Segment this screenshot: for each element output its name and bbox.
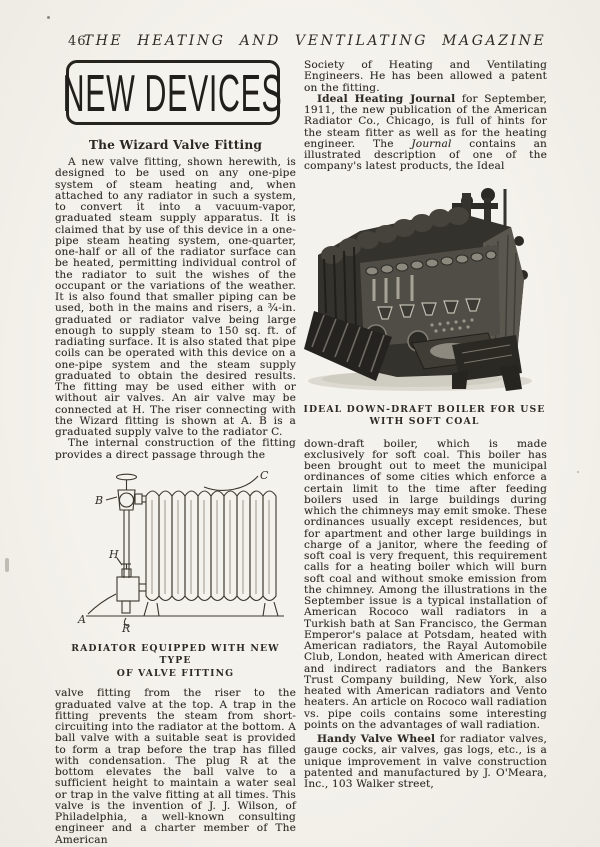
paragraph: down-draft boiler, which is made exclusively for soft coal. This boiler has been brought out to meet the municipal ordinances of some cities which enforce a certain limit to the time after feeding boilers used in large buildings during which the chimneys may emit smoke. These ordinances usually except residences, but for apartment and other large buildings in charge of a janitor, where the feeding of soft coal is very frequent, this requirement calls for a heating boiler which will burn soft coal and without smoke emission from the chimney. Among the illustrations in the September issue is a typical installation of American Rococo wall radiators in a Turkish bath at San Francisco, the German Emperor's palace at Potsdam, heated with American radiators, the Rayal Automobile Club, London, heated with American direct and indirect radiators and the Bankers Trust Company building, New York, also heated with American radiators and Vento heaters. An article on Rococo wall radiation vs. pipe coils contains some interesting points on the advantages of wall radiation.	[304, 437, 547, 731]
paragraph-text: contains an illustrated description of one of the company's latest products, the Ideal	[304, 137, 548, 173]
right-column	[304, 60, 547, 790]
figure-label-r: R	[121, 621, 130, 634]
radiator-figure	[55, 466, 296, 681]
boiler-photo	[302, 183, 547, 429]
paragraph: A new valve fitting, shown herewith, is designed to be used on any one-pipe system of steam heating and, when attached to any radiator in such a system, to convert it into a vacuum-vapor, graduated steam supply apparatus. It is claimed that by use of this device in a one-pipe steam heating system, one-quarter, one-half or all of the radiator surface can be heated, permitting individual control of the radiator to suit the wishes of the occupant or the variations of the weather. It is also found that smaller piping can be used, both in the mains and risers, a ¾-in. graduated or radiator valve being large enough to supply steam to 150 sq. ft. of radiating surface. It is also stated that pipe coils can be operated with this device on a one-pipe system and the steam supply graduated to obtain the desired results. The fitting may be used either with or without air valves. An air valve may be connected at H. The riser connecting with the Wizard fitting is shown at A. B is a graduated supply valve to the radiator C.	[55, 156, 296, 438]
scan-speck	[47, 16, 50, 19]
left-column	[55, 60, 296, 846]
paragraph: Society of Heating and Ventilating Engineers. He has been allowed a patent on the fitting.	[304, 59, 547, 94]
paragraph-text: for September, 1911, the new publication of the American Radiator Co., Chicago, is full of hints for the steam fitter as well as for the heating engineer. The	[304, 92, 547, 150]
paragraph: The internal construction of the fitting provides a direct passage through the	[55, 437, 296, 461]
scan-speck	[5, 558, 9, 572]
section-title-box	[63, 60, 283, 125]
boiler-caption-line2: WITH SOFT COAL	[369, 416, 480, 427]
paragraph	[304, 734, 547, 790]
paragraph-lead: Ideal Heating Journal	[317, 92, 456, 105]
figure-label-a: A	[77, 612, 86, 626]
scan-speck	[577, 471, 579, 473]
boiler-photo-svg	[302, 183, 547, 395]
radiator-drawing-svg	[62, 466, 290, 634]
radiator-caption-line2: OF VALVE FITTING	[116, 667, 235, 679]
radiator-caption	[55, 643, 296, 681]
figure-label-h: H	[108, 547, 119, 561]
paragraph-text: for radiator valves, gauge cocks, air valves, gas logs, etc., is a unique improvement in valve construction patented and manufactured by J. O'Meara, Inc., 103 Walker street,	[304, 733, 547, 790]
boiler-caption	[302, 404, 547, 429]
paragraph: valve fitting from the riser to the graduated valve at the top. A trap in the fitting prevents the steam from short-circuiting into the radiator at the bottom. A ball valve with a suitable seat is provided to form a trap before the trap has filled with condensation. The plug R at the bottom elevates the ball valve to a sufficient height to maintain a water seal or trap in the valve fitting at all times. This valve is the invention of J. J. Wilson, of Philadelphia, a well-known consulting engineer and a charter member of The American	[55, 687, 296, 846]
magazine-title: THE HEATING AND VENTILATING MAGAZINE	[83, 33, 547, 49]
paragraph	[304, 94, 547, 173]
boiler-caption-line1: IDEAL DOWN-DRAFT BOILER FOR USE	[303, 403, 546, 415]
article-title: The Wizard Valve Fitting	[88, 138, 263, 152]
figure-label-b: B	[94, 493, 103, 507]
page-number: 46	[68, 34, 87, 49]
section-title: NEW DEVICES	[63, 63, 283, 122]
paragraph-italic: Journal	[411, 137, 452, 150]
radiator-caption-line1: RADIATOR EQUIPPED WITH NEW TYPE	[71, 642, 280, 667]
paragraph-lead: Handy Valve Wheel	[317, 733, 436, 745]
figure-label-c: C	[259, 468, 268, 482]
masthead	[0, 33, 600, 53]
